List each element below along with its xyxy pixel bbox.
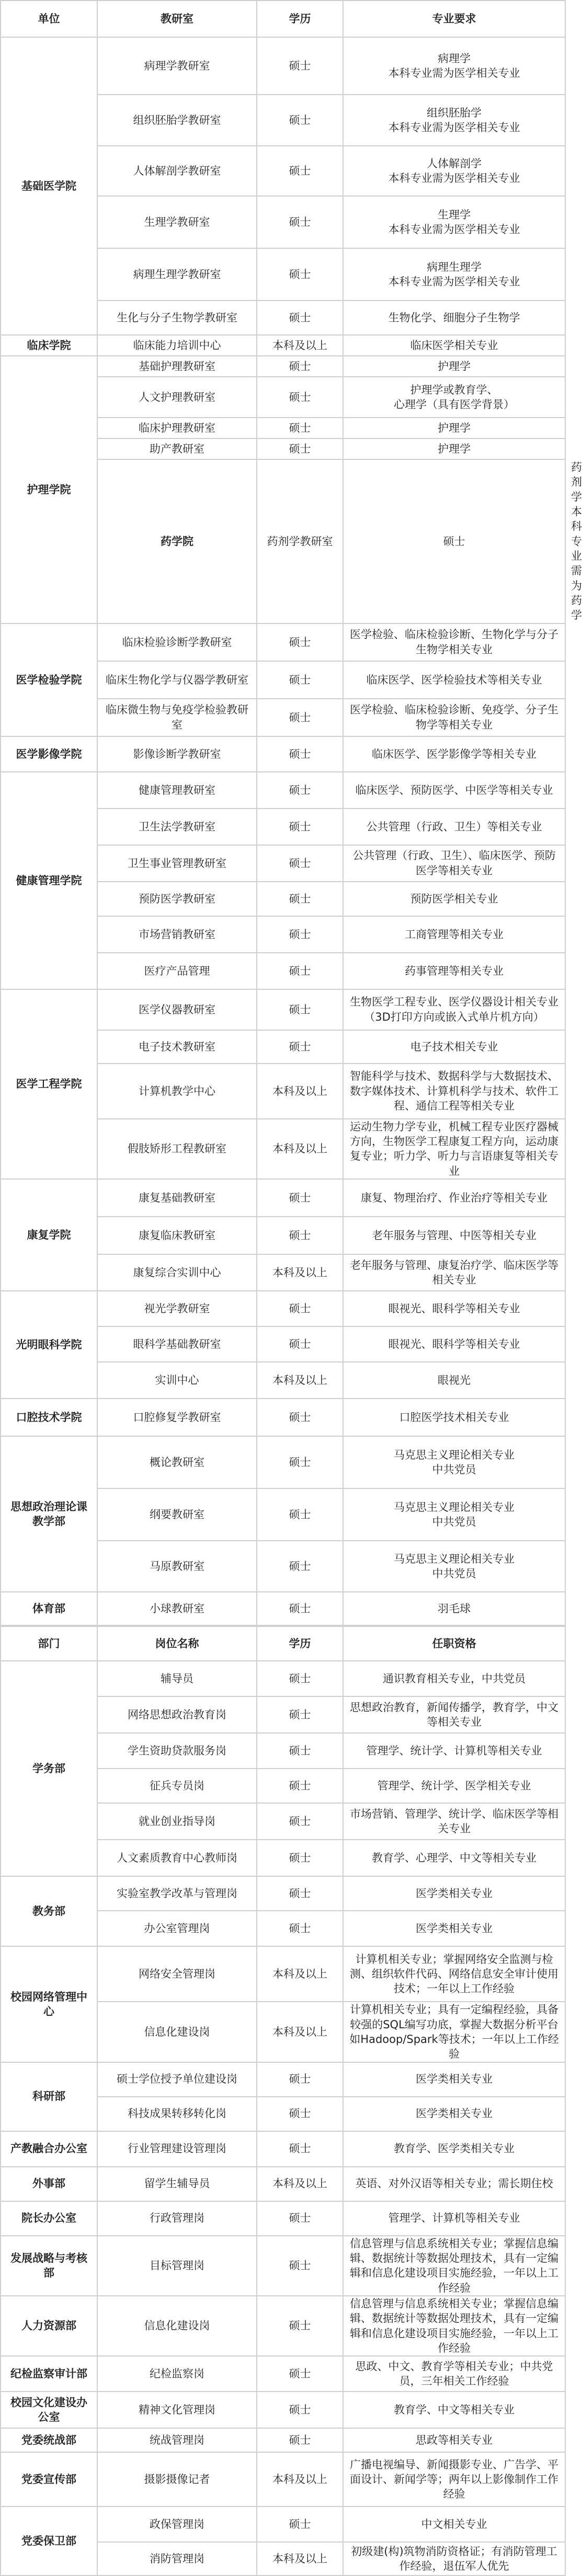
table-row [1, 2506, 565, 2542]
degree-cell: 硕士 [257, 989, 343, 1030]
requirement-cell: 人体解剖学 本科专业需为医学相关专业 [343, 146, 565, 196]
table-row [1, 1179, 565, 1217]
degree-cell: 硕士 [257, 1488, 343, 1541]
degree-cell: 硕士 [257, 2296, 343, 2356]
requirement-cell: 眼视光、眼科学等相关专业 [343, 1291, 565, 1326]
unit-cell: 医学影像学院 [1, 736, 97, 772]
requirement-cell: 英语、对外汉语等相关专业；需长期住校 [343, 2167, 565, 2201]
table-row [1, 2428, 565, 2452]
unit-cell: 科研部 [1, 2062, 97, 2131]
unit-cell: 教务部 [1, 1876, 97, 1946]
degree-cell: 硕士 [257, 699, 343, 736]
requirement-cell: 护理学 [343, 438, 565, 459]
requirement-cell: 运动生物力学专业，机械工程专业医疗器械方向，生物医学工程康复工程方向，运动康复专业；听力学、听力与言语康复等相关专业 [343, 1119, 565, 1179]
requirement-cell: 羽毛球 [343, 1592, 565, 1625]
requirement-cell: 护理学 [343, 418, 565, 438]
room-cell: 口腔修复学教研室 [97, 1399, 257, 1436]
room-cell: 临床生物化学与仪器学教研室 [97, 661, 257, 699]
room-cell: 就业创业指导岗 [97, 1803, 257, 1840]
requirement-cell: 思政等相关专业 [343, 2428, 565, 2452]
room-cell: 学生资助贷款服务岗 [97, 1733, 257, 1769]
room-cell: 硕士学位授予单位建设岗 [97, 2062, 257, 2097]
requirement-cell: 医学类相关专业 [343, 2062, 565, 2097]
room-cell: 康复综合实训中心 [97, 1254, 257, 1291]
requirement-cell: 马克思主义理论相关专业 中共党员 [343, 1488, 565, 1541]
room-cell: 纲要教研室 [97, 1488, 257, 1541]
room-cell: 药剂学教研室 [257, 459, 343, 623]
unit-cell: 外事部 [1, 2167, 97, 2201]
requirement-cell: 信息管理与信息系统相关专业；掌握信息编辑、数据统计等数据处理技术，具有一定编辑和信息化建设项目实施经验，一年以上工作经验 [343, 2296, 565, 2356]
room-cell: 卫生法学教研室 [97, 808, 257, 845]
table-row [1, 2356, 565, 2392]
unit-cell: 发展战略与考核部 [1, 2236, 97, 2296]
degree-cell: 本科及以上 [257, 2002, 343, 2062]
room-cell: 纪检监察岗 [97, 2356, 257, 2392]
room-cell: 实训中心 [97, 1362, 257, 1399]
room-cell: 医学仪器教研室 [97, 989, 257, 1030]
unit-cell: 临床学院 [1, 335, 97, 356]
table-row [1, 2392, 565, 2428]
degree-cell: 硕士 [257, 845, 343, 882]
degree-cell: 本科及以上 [257, 2542, 343, 2575]
degree-cell: 硕士 [257, 2506, 343, 2542]
degree-cell: 硕士 [257, 1592, 343, 1625]
room-cell: 眼科学基础教研室 [97, 1326, 257, 1362]
degree-cell: 硕士 [257, 2201, 343, 2236]
table-row [1, 1946, 565, 2002]
degree-cell: 硕士 [257, 1696, 343, 1733]
room-cell: 影像诊断学教研室 [97, 736, 257, 772]
requirement-cell: 通识教育相关专业，中共党员 [343, 1661, 565, 1696]
degree-cell: 硕士 [257, 953, 343, 989]
room-cell: 人文护理教研室 [97, 377, 257, 418]
requirement-cell: 马克思主义理论相关专业 中共党员 [343, 1436, 565, 1488]
requirement-cell: 马克思主义理论相关专业 中共党员 [343, 1541, 565, 1592]
room-cell: 视光学教研室 [97, 1291, 257, 1326]
degree-cell: 硕士 [257, 95, 343, 146]
degree-cell: 硕士 [257, 418, 343, 438]
unit-cell: 基础医学院 [1, 37, 97, 335]
requirement-cell: 临床医学、医学影像学等相关专业 [343, 736, 565, 772]
requirement-cell: 计算机相关专业；掌握网络安全监测与检测、组织软件代码、网络信息安全审计使用技术；一年以上工作经验 [343, 1946, 565, 2002]
room-cell: 临床微生物与免疫学检验教研室 [97, 699, 257, 736]
room-cell: 预防医学教研室 [97, 882, 257, 916]
unit-cell: 口腔技术学院 [1, 1399, 97, 1436]
room-cell: 卫生事业管理教研室 [97, 845, 257, 882]
requirement-cell: 眼视光 [343, 1362, 565, 1399]
room-cell: 临床护理教研室 [97, 418, 257, 438]
unit-cell: 医学检验学院 [1, 623, 97, 736]
degree-cell: 本科及以上 [257, 1362, 343, 1399]
room-cell: 马原教研室 [97, 1541, 257, 1592]
unit-cell: 校园文化建设办公室 [1, 2392, 97, 2428]
degree-cell: 硕士 [257, 438, 343, 459]
room-cell: 网络安全管理岗 [97, 1946, 257, 2002]
degree-cell: 硕士 [257, 146, 343, 196]
requirement-cell: 电子技术相关专业 [343, 1030, 565, 1064]
requirement-cell: 护理学或教育学、 心理学（具有医学背景） [343, 377, 565, 418]
unit-cell: 光明眼科学院 [1, 1291, 97, 1399]
room-cell: 生化与分子生物学教研室 [97, 301, 257, 335]
room-cell: 组织胚胎学教研室 [97, 95, 257, 146]
room-cell: 医疗产品管理 [97, 953, 257, 989]
table-row [1, 772, 565, 808]
degree-cell: 硕士 [257, 736, 343, 772]
degree-cell: 硕士 [257, 808, 343, 845]
room-cell: 电子技术教研室 [97, 1030, 257, 1064]
degree-cell: 硕士 [257, 2392, 343, 2428]
degree-cell: 硕士 [257, 623, 343, 661]
requirement-cell: 管理学、统计学、医学相关专业 [343, 1769, 565, 1803]
table-row [1, 989, 565, 1030]
requirement-cell: 中文相关专业 [343, 2506, 565, 2542]
requirement-cell: 组织胚胎学 本科专业需为医学相关专业 [343, 95, 565, 146]
requirement-cell: 口腔医学技术相关专业 [343, 1399, 565, 1436]
unit-cell: 药学院 [97, 459, 257, 623]
room-cell: 康复临床教研室 [97, 1217, 257, 1254]
table-row [1, 335, 565, 356]
degree-cell: 硕士 [257, 248, 343, 301]
requirement-cell: 康复、物理治疗、作业治疗等相关专业 [343, 1179, 565, 1217]
table-row [1, 2167, 565, 2201]
degree-cell: 硕士 [257, 1436, 343, 1488]
unit-cell: 医学工程学院 [1, 989, 97, 1179]
room-cell: 健康管理教研室 [97, 772, 257, 808]
header-position: 岗位名称 [97, 1626, 257, 1661]
table-row [1, 1399, 565, 1436]
degree-cell: 硕士 [257, 1803, 343, 1840]
table-row [1, 1661, 565, 1696]
degree-cell: 硕士 [257, 1030, 343, 1064]
requirement-cell: 市场营销、管理学、统计学、临床医学等相关专业 [343, 1803, 565, 1840]
room-cell: 消防管理岗 [97, 2542, 257, 2575]
unit-cell: 党委保卫部 [1, 2506, 97, 2575]
requirement-cell: 生物医学工程专业、医学仪器设计相关专业（3D打印方向或嵌入式单片机方向） [343, 989, 565, 1030]
degree-cell: 硕士 [257, 916, 343, 953]
degree-cell: 硕士 [257, 196, 343, 248]
table-row [1, 2062, 565, 2097]
unit-cell: 校园网络管理中心 [1, 1946, 97, 2062]
staff-positions-table [0, 1626, 566, 2576]
table-row [1, 356, 565, 377]
requirement-cell: 教育学、医学类相关专业 [343, 2131, 565, 2167]
requirement-cell: 生理学 本科专业需为医学相关专业 [343, 196, 565, 248]
requirement-cell: 临床医学、预防医学、中医学等相关专业 [343, 772, 565, 808]
unit-cell: 党委统战部 [1, 2428, 97, 2452]
table-row [1, 1436, 565, 1488]
degree-cell: 硕士 [257, 1179, 343, 1217]
requirement-cell: 思政、中文、教育学等相关专业；中共党员，三年相关工作经验 [343, 2356, 565, 2392]
degree-cell: 硕士 [257, 37, 343, 95]
degree-cell: 硕士 [257, 356, 343, 377]
room-cell: 行业管理建设管理岗 [97, 2131, 257, 2167]
room-cell: 人体解剖学教研室 [97, 146, 257, 196]
room-cell: 病理学教研室 [97, 37, 257, 95]
room-cell: 网络思想政治教育岗 [97, 1696, 257, 1733]
table-header-row [1, 1, 565, 37]
requirement-cell: 工商管理等相关专业 [343, 916, 565, 953]
degree-cell: 本科及以上 [257, 1946, 343, 2002]
room-cell: 概论教研室 [97, 1436, 257, 1488]
room-cell: 生理学教研室 [97, 196, 257, 248]
unit-cell: 康复学院 [1, 1179, 97, 1291]
requirement-cell: 教育学、心理学、中文等相关专业 [343, 1840, 565, 1876]
degree-cell: 硕士 [257, 1541, 343, 1592]
header-teaching-office: 教研室 [97, 1, 257, 37]
table-row [1, 2201, 565, 2236]
degree-cell: 硕士 [257, 2062, 343, 2097]
table-row [1, 37, 565, 95]
requirement-cell: 护理学 [343, 356, 565, 377]
header-degree: 学历 [257, 1, 343, 37]
requirement-cell: 临床医学相关专业 [343, 335, 565, 356]
header-degree: 学历 [257, 1626, 343, 1661]
degree-cell: 硕士 [257, 2097, 343, 2131]
degree-cell: 硕士 [257, 1399, 343, 1436]
degree-cell: 硕士 [257, 377, 343, 418]
header-department: 部门 [1, 1626, 97, 1661]
requirement-cell: 思想政治教育，新闻传播学，教育学，中文等相关专业 [343, 1696, 565, 1733]
table-row [1, 2131, 565, 2167]
requirement-cell: 计算机相关专业；具有一定编程经验，具备较强的SQL编写功底，掌握大数据分析平台如Hadoop/Spark等技术；一年以上工作经验 [343, 2002, 565, 2062]
header-unit: 单位 [1, 1, 97, 37]
room-cell: 留学生辅导员 [97, 2167, 257, 2201]
unit-cell: 党委宣传部 [1, 2452, 97, 2506]
unit-cell: 产教融合办公室 [1, 2131, 97, 2167]
degree-cell: 硕士 [257, 772, 343, 808]
degree-cell: 本科及以上 [257, 1119, 343, 1179]
room-cell: 办公室管理岗 [97, 1911, 257, 1946]
requirement-cell: 药事管理等相关专业 [343, 953, 565, 989]
room-cell: 统战管理岗 [97, 2428, 257, 2452]
room-cell: 计算机教学中心 [97, 1064, 257, 1119]
unit-cell: 体育部 [1, 1592, 97, 1625]
degree-cell: 硕士 [257, 2131, 343, 2167]
degree-cell: 本科及以上 [257, 2167, 343, 2201]
requirement-cell: 医学类相关专业 [343, 1876, 565, 1911]
degree-cell: 硕士 [257, 1291, 343, 1326]
unit-cell: 学务部 [1, 1661, 97, 1876]
room-cell: 目标管理岗 [97, 2236, 257, 2296]
requirement-cell: 教育学、中文等相关专业 [343, 2392, 565, 2428]
degree-cell: 硕士 [257, 1769, 343, 1803]
requirement-cell: 临床医学、医学检验技术等相关专业 [343, 661, 565, 699]
room-cell: 病理生理学教研室 [97, 248, 257, 301]
degree-cell: 硕士 [257, 2428, 343, 2452]
degree-cell: 硕士 [257, 661, 343, 699]
table-row [1, 1291, 565, 1326]
room-cell: 市场营销教研室 [97, 916, 257, 953]
requirement-cell: 医学类相关专业 [343, 2097, 565, 2131]
degree-cell: 本科及以上 [257, 1064, 343, 1119]
table-header-row [1, 1626, 565, 1661]
degree-cell: 硕士 [257, 301, 343, 335]
header-requirements: 专业要求 [343, 1, 565, 37]
requirement-cell: 公共管理（行政、卫生）、临床医学、预防医学等相关专业 [343, 845, 565, 882]
room-cell: 临床能力培训中心 [97, 335, 257, 356]
degree-cell: 硕士 [257, 2356, 343, 2392]
room-cell: 基础护理教研室 [97, 356, 257, 377]
degree-cell: 硕士 [257, 1840, 343, 1876]
room-cell: 人文素质教育中心教师岗 [97, 1840, 257, 1876]
degree-cell: 硕士 [257, 1217, 343, 1254]
degree-cell: 硕士 [343, 459, 565, 623]
degree-cell: 硕士 [257, 1911, 343, 1946]
requirement-cell: 管理学、计算机等相关专业 [343, 2201, 565, 2236]
degree-cell: 硕士 [257, 882, 343, 916]
requirement-cell: 医学类相关专业 [343, 1911, 565, 1946]
table-row: 药学院 药剂学教研室 硕士 药剂学 本科专业需为药学 [1, 459, 565, 623]
requirement-cell: 老年服务与管理、康复治疗学、临床医学等相关专业 [343, 1254, 565, 1291]
room-cell: 小球教研室 [97, 1592, 257, 1625]
degree-cell: 本科及以上 [257, 2452, 343, 2506]
degree-cell: 硕士 [257, 1876, 343, 1911]
room-cell: 临床检验诊断学教研室 [97, 623, 257, 661]
requirement-cell: 老年服务与管理、中医等相关专业 [343, 1217, 565, 1254]
requirement-cell: 智能科学与技术、数据科学与大数据技术、数字媒体技术、计算机科学与技术、软件工程、通信工程等相关专业 [343, 1064, 565, 1119]
room-cell: 精神文化管理岗 [97, 2392, 257, 2428]
requirement-cell: 管理学、统计学、计算机等相关专业 [343, 1733, 565, 1769]
requirement-cell: 生物化学、细胞分子生物学 [343, 301, 565, 335]
degree-cell: 硕士 [257, 1661, 343, 1696]
requirement-cell: 广播电视编导、新闻摄影专业、广告学、平面设计、新闻学等；两年以上影像制作工作经验 [343, 2452, 565, 2506]
degree-cell: 本科及以上 [257, 1254, 343, 1291]
degree-cell: 本科及以上 [257, 335, 343, 356]
table-row [1, 2452, 565, 2506]
requirement-cell: 医学检验、临床检验诊断、生物化学与分子生物学相关专业 [343, 623, 565, 661]
unit-cell: 思想政治理论课教学部 [1, 1436, 97, 1592]
room-cell: 假肢矫形工程教研室 [97, 1119, 257, 1179]
requirement-cell: 预防医学相关专业 [343, 882, 565, 916]
degree-cell: 硕士 [257, 2236, 343, 2296]
room-cell: 政保管理岗 [97, 2506, 257, 2542]
room-cell: 摄影摄像记者 [97, 2452, 257, 2506]
requirement-cell: 病理生理学 本科专业需为医学相关专业 [343, 248, 565, 301]
room-cell: 科技成果转移转化岗 [97, 2097, 257, 2131]
degree-cell: 硕士 [257, 1326, 343, 1362]
table-row [1, 1876, 565, 1911]
room-cell: 信息化建设岗 [97, 2002, 257, 2062]
requirement-cell: 信息管理与信息系统相关专业；掌握信息编辑、数据统计等数据处理技术，具有一定编辑和信息化建设项目实施经验，一年以上工作经验 [343, 2236, 565, 2296]
requirement-cell: 医学检验、临床检验诊断、免疫学、分子生物学等相关专业 [343, 699, 565, 736]
degree-cell: 硕士 [257, 1733, 343, 1769]
room-cell: 征兵专员岗 [97, 1769, 257, 1803]
unit-cell: 人力资源部 [1, 2296, 97, 2356]
room-cell: 实验室教学改革与管理岗 [97, 1876, 257, 1911]
room-cell: 信息化建设岗 [97, 2296, 257, 2356]
room-cell: 辅导员 [97, 1661, 257, 1696]
room-cell: 助产教研室 [97, 438, 257, 459]
unit-cell: 健康管理学院 [1, 772, 97, 989]
requirement-cell: 初级建(构)筑物消防资格证；有消防管理工作经验，退伍军人优先 [343, 2542, 565, 2575]
requirement-cell: 病理学 本科专业需为医学相关专业 [343, 37, 565, 95]
unit-cell: 纪检监察审计部 [1, 2356, 97, 2392]
table-row [1, 2236, 565, 2296]
unit-cell: 院长办公室 [1, 2201, 97, 2236]
requirement-cell: 眼视光、眼科学等相关专业 [343, 1326, 565, 1362]
table-row [1, 2296, 565, 2356]
room-cell: 康复基础教研室 [97, 1179, 257, 1217]
header-qualifications: 任职资格 [343, 1626, 565, 1661]
room-cell: 行政管理岗 [97, 2201, 257, 2236]
table-row [1, 623, 565, 661]
table-row [1, 1592, 565, 1625]
unit-cell: 护理学院 [1, 356, 97, 623]
table-row [1, 736, 565, 772]
requirement-cell: 公共管理（行政、卫生）等相关专业 [343, 808, 565, 845]
